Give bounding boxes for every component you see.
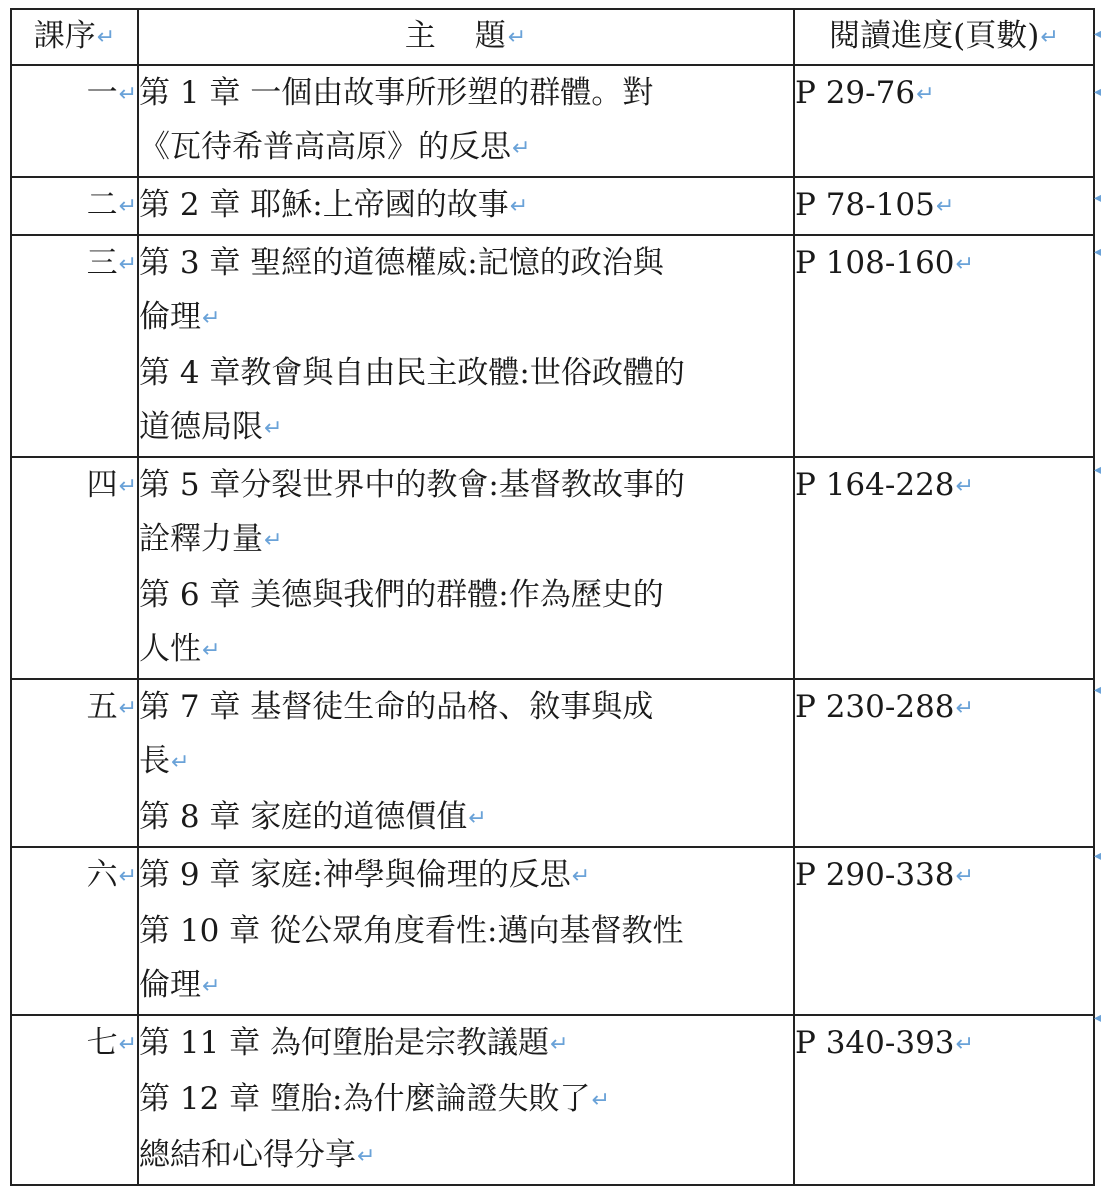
paragraph-mark-icon: ↵ [96, 25, 116, 50]
topic-line [139, 568, 793, 622]
header-topic-cell [138, 9, 794, 65]
topic-text: 第 10 章 從公眾角度看性:邁向基督教性 [139, 913, 684, 949]
header-row [11, 9, 1094, 65]
topic-text: 詮釋力量 [139, 521, 263, 557]
paragraph-mark-icon: ↵ [550, 1032, 569, 1057]
page-range: P 230-288 [795, 689, 955, 725]
page-range: P 164-228 [795, 467, 955, 503]
lesson-order: 四 [86, 467, 118, 503]
lesson-order-cell [11, 847, 138, 1015]
topic-line [139, 1128, 793, 1184]
lesson-order-cell [11, 235, 138, 457]
header-order-label: 課序 [33, 18, 96, 54]
paragraph-mark-icon: ↵ [118, 252, 137, 277]
page-range: P 340-393 [795, 1025, 955, 1061]
table-row [11, 1015, 1094, 1185]
topic-text: 倫理 [139, 967, 201, 1003]
paragraph-mark-icon: ↵ [118, 82, 137, 107]
topic-text: 道德局限 [139, 409, 263, 445]
lesson-order: 六 [86, 857, 118, 893]
reading-progress-cell [794, 177, 1094, 235]
topic-line [139, 120, 793, 176]
paragraph-mark-icon: ↵ [955, 696, 974, 721]
paragraph-mark-icon: ↵ [916, 82, 935, 107]
table-row [11, 235, 1094, 457]
topic-line [139, 66, 793, 120]
paragraph-mark-icon: ↵ [202, 974, 221, 999]
topic-text: 第 8 章 家庭的道德價值 [139, 799, 468, 835]
reading-progress-cell [794, 65, 1094, 177]
header-topic-label-right: 題 [474, 18, 507, 54]
lesson-order: 三 [86, 245, 118, 281]
paragraph-mark-icon: ↵ [264, 416, 283, 441]
topic-text: 第 5 章分裂世界中的教會:基督教故事的 [139, 467, 685, 503]
topic-text: 總結和心得分享 [139, 1137, 356, 1173]
lesson-topic-cell [138, 457, 794, 679]
header-topic-label-left: 主 [404, 18, 437, 54]
reading-progress-cell [794, 235, 1094, 457]
lesson-topic-cell [138, 177, 794, 235]
topic-line [139, 848, 793, 904]
topic-line [139, 1016, 793, 1072]
paragraph-mark-icon: ↵ [591, 1088, 610, 1113]
paragraph-mark-icon: ↵ [955, 474, 974, 499]
row-end-mark-icon: ◂ [1094, 26, 1102, 42]
row-end-mark-icon: ◂ [1094, 244, 1102, 260]
topic-line [139, 958, 793, 1014]
row-end-mark-icon: ◂ [1094, 462, 1102, 478]
lesson-order: 五 [86, 689, 118, 725]
page-range: P 108-160 [795, 245, 955, 281]
paragraph-mark-icon: ↵ [507, 25, 528, 50]
topic-line [139, 512, 793, 568]
paragraph-mark-icon: ↵ [202, 638, 221, 663]
lesson-topic-cell [138, 235, 794, 457]
row-end-mark-icon: ◂ [1094, 1010, 1102, 1026]
topic-text: 《瓦待希普高高原》的反思 [139, 129, 511, 165]
table-row [11, 457, 1094, 679]
paragraph-mark-icon: ↵ [935, 194, 955, 219]
table-row [11, 679, 1094, 847]
paragraph-mark-icon: ↵ [202, 306, 221, 331]
lesson-topic-cell [138, 679, 794, 847]
header-order-cell [11, 9, 138, 65]
page-range: P 29-76 [795, 75, 916, 111]
topic-text: 第 6 章 美德與我們的群體:作為歷史的 [139, 577, 664, 613]
row-end-mark-icon: ◂ [1094, 848, 1102, 864]
table-row [11, 177, 1094, 235]
topic-text: 人性 [139, 631, 201, 667]
lesson-order-cell [11, 457, 138, 679]
topic-line [139, 734, 793, 790]
topic-text: 第 4 章教會與自由民主政體:世俗政體的 [139, 355, 685, 391]
topic-text: 第 3 章 聖經的道德權威:記憶的政治與 [139, 245, 664, 281]
lesson-topic-cell [138, 65, 794, 177]
topic-text: 倫理 [139, 299, 201, 335]
row-end-mark-icon: ◂ [1094, 682, 1102, 698]
topic-text: 第 11 章 為何墮胎是宗教議題 [139, 1025, 550, 1061]
paragraph-mark-icon: ↵ [955, 1032, 974, 1057]
row-end-mark-icon: ◂ [1094, 190, 1102, 206]
topic-text: 長 [139, 743, 170, 779]
topic-line [139, 790, 793, 846]
lesson-order-cell [11, 1015, 138, 1185]
header-progress-label: 閱讀進度(頁數) [829, 18, 1040, 54]
paragraph-mark-icon: ↵ [512, 136, 531, 161]
lesson-topic-cell [138, 847, 794, 1015]
page-range: P 78-105 [795, 187, 935, 223]
paragraph-mark-icon: ↵ [955, 252, 974, 277]
paragraph-mark-icon: ↵ [118, 696, 137, 721]
lesson-order: 七 [86, 1025, 118, 1061]
lesson-topic-cell [138, 1015, 794, 1185]
topic-line [139, 400, 793, 456]
reading-progress-cell [794, 457, 1094, 679]
paragraph-mark-icon: ↵ [468, 806, 487, 831]
topic-text: 第 2 章 耶穌:上帝國的故事 [139, 187, 509, 223]
topic-text: 第 9 章 家庭:神學與倫理的反思 [139, 857, 571, 893]
reading-progress-cell [794, 847, 1094, 1015]
reading-progress-cell [794, 1015, 1094, 1185]
table-row [11, 65, 1094, 177]
paragraph-mark-icon: ↵ [264, 528, 283, 553]
paragraph-mark-icon: ↵ [118, 864, 137, 889]
lesson-order: 一 [86, 75, 118, 111]
topic-line [139, 236, 793, 290]
paragraph-mark-icon: ↵ [171, 750, 190, 775]
topic-line [139, 680, 793, 734]
row-end-mark-icon: ◂ [1094, 84, 1102, 100]
topic-line [139, 458, 793, 512]
reading-schedule-table [10, 8, 1095, 1186]
topic-text: 第 12 章 墮胎:為什麼論證失敗了 [139, 1081, 591, 1117]
lesson-order-cell [11, 65, 138, 177]
topic-line [139, 904, 793, 958]
paragraph-mark-icon: ↵ [118, 474, 137, 499]
lesson-order: 二 [86, 187, 118, 223]
paragraph-mark-icon: ↵ [955, 864, 974, 889]
topic-line [139, 622, 793, 678]
paragraph-mark-icon: ↵ [509, 194, 529, 219]
lesson-order-cell [11, 177, 138, 235]
table-body [11, 65, 1094, 1185]
lesson-order-cell [11, 679, 138, 847]
topic-line [139, 178, 793, 234]
topic-text: 第 7 章 基督徒生命的品格、敘事與成 [139, 689, 654, 725]
page-range: P 290-338 [795, 857, 955, 893]
reading-progress-cell [794, 679, 1094, 847]
paragraph-mark-icon: ↵ [118, 1032, 137, 1057]
topic-line [139, 346, 793, 400]
table-row [11, 847, 1094, 1015]
topic-line [139, 1072, 793, 1128]
paragraph-mark-icon: ↵ [571, 864, 591, 889]
paragraph-mark-icon: ↵ [1040, 25, 1059, 50]
paragraph-mark-icon: ↵ [357, 1144, 376, 1169]
topic-text: 第 1 章 一個由故事所形塑的群體。對 [139, 75, 654, 111]
paragraph-mark-icon: ↵ [118, 194, 137, 219]
topic-line [139, 290, 793, 346]
header-progress-cell [794, 9, 1094, 65]
